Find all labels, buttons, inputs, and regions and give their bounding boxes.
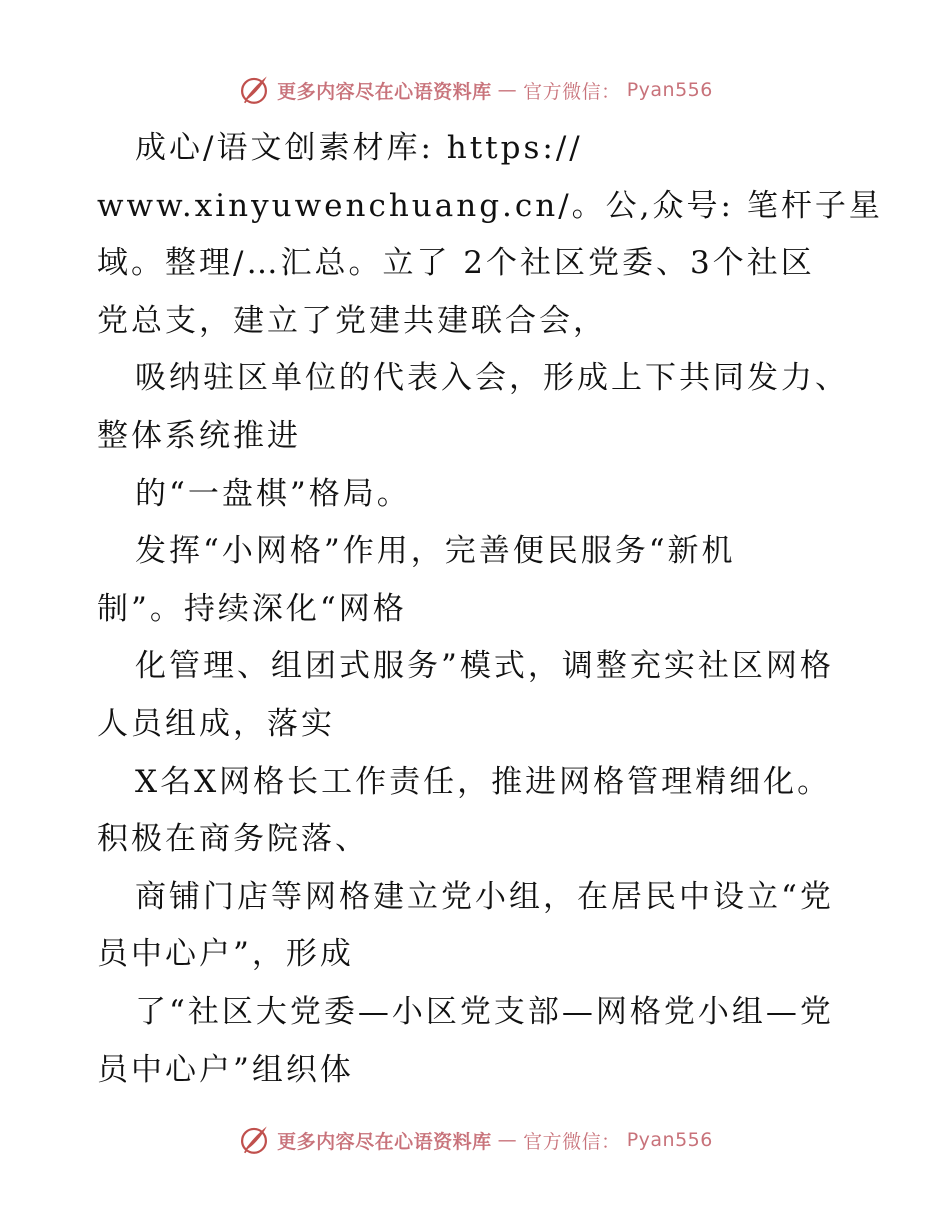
body-line: www.xinyuwenchuang.cn/。公,众号: 笔杆子星 xyxy=(97,187,883,224)
body-line: 发挥“小网格”作用，完善便民服务“新机 xyxy=(135,533,736,570)
body-line: 域。整理/…汇总。立了 2个社区党委、3个社区 xyxy=(97,245,815,282)
body-line: X名X网格长工作责任，推进网格管理精细化。 xyxy=(135,763,832,800)
body-line: 员中心户”，形成 xyxy=(97,936,354,973)
document-body xyxy=(97,120,883,1099)
body-line: 党总支，建立了党建共建联合会， xyxy=(97,302,607,339)
body-line: 商铺门店等网格建立党小组，在居民中设立“党 xyxy=(135,878,834,915)
body-line: 了“社区大党委—小区党支部—网格党小组—党 xyxy=(135,993,834,1030)
body-line: 成心/语文创素材库: https:// xyxy=(135,130,583,166)
banner-main-text: 更多内容尽在心语资料库 xyxy=(277,1130,492,1153)
body-line: 制”。持续深化“网格 xyxy=(97,590,407,627)
body-line: 化管理、组团式服务”模式，调整充实社区网格 xyxy=(135,648,834,685)
banner-separator: — xyxy=(497,1129,518,1151)
banner-main-text: 更多内容尽在心语资料库 xyxy=(277,80,492,103)
body-line: 积极在商务院落、 xyxy=(97,821,369,858)
body-line: 的“一盘棋”格局。 xyxy=(135,475,411,512)
banner-wechat-id: Pyan556 xyxy=(626,1129,713,1151)
body-line: 员中心户”组织体 xyxy=(97,1051,354,1088)
footer-banner xyxy=(0,1120,950,1160)
banner-wechat-id: Pyan556 xyxy=(626,79,713,101)
quill-pen-logo-icon xyxy=(237,73,271,107)
banner-separator: — xyxy=(497,79,518,101)
body-line: 吸纳驻区单位的代表入会，形成上下共同发力、 xyxy=(135,360,849,397)
banner-wechat-label: 官方微信： xyxy=(523,1130,621,1153)
header-banner xyxy=(0,70,950,110)
body-line: 人员组成，落实 xyxy=(97,705,335,742)
banner-wechat-label: 官方微信： xyxy=(523,80,621,103)
body-line: 整体系统推进 xyxy=(97,417,301,454)
quill-pen-logo-icon xyxy=(237,1123,271,1157)
